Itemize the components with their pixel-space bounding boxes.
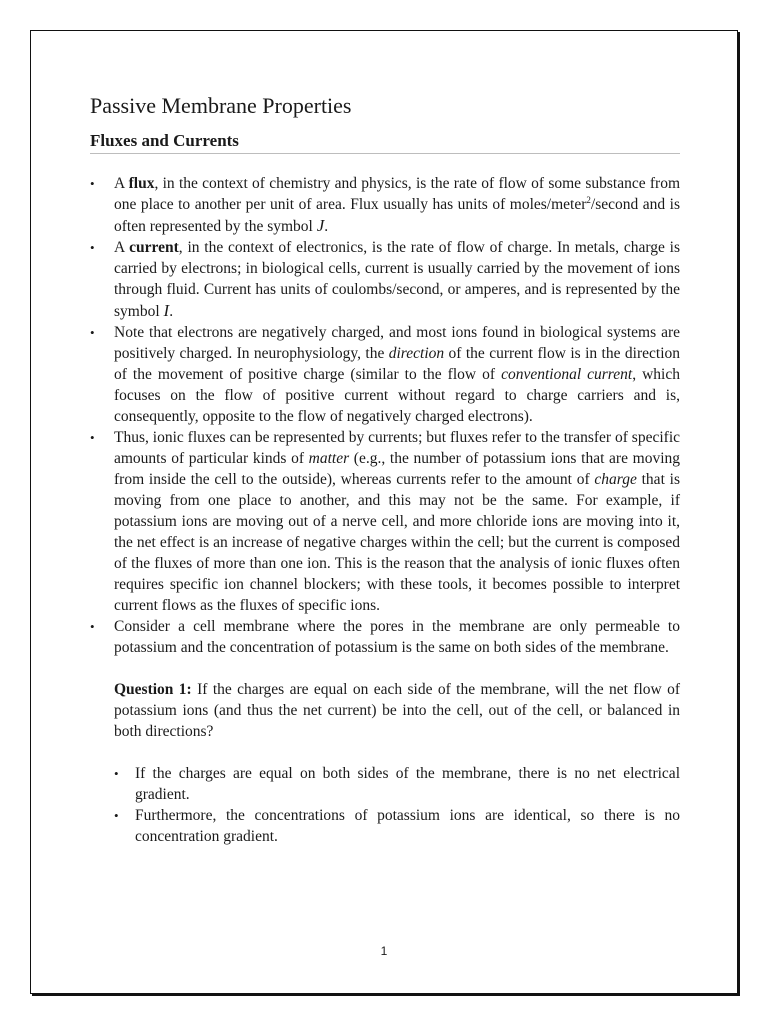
answer-item: • Furthermore, the concentrations of potassium ions are identical, so there is no concentration gradient.	[114, 805, 680, 847]
page-number: 1	[380, 944, 388, 958]
question-label: Question 1:	[114, 681, 192, 698]
bullet-ionic-fluxes: • Thus, ionic fluxes can be represented by currents; but fluxes refer to the transfer of specific amounts of particular kinds of matter (e.g., the number of potassium ions that are moving from inside the cell to the outside), whereas currents refer to the amount of charge that is moving from one place to another, and this may not be the same. For example, if potassium ions are moving out of a nerve cell, and more chloride ions are moving into it, the net effect is an increase of negative charges within the cell; but the current is composed of the fluxes of more than one ion. This is the reason that the analysis of ionic fluxes often requires specific ion channel blockers; with these tools, it becomes possible to interpret current flows as the fluxes of specific ions.	[90, 427, 680, 616]
answer-list	[90, 763, 680, 847]
document-body	[90, 92, 680, 847]
term-current: current	[129, 239, 179, 256]
section-heading: Fluxes and Currents	[90, 130, 680, 154]
term-flux: flux	[128, 175, 155, 192]
page-title: Passive Membrane Properties	[90, 93, 352, 118]
symbol-j: J	[316, 216, 325, 235]
bullet-direction: • Note that electrons are negatively charged, and most ions found in biological systems are positively charged. In neurophysiology, the direction of the current flow is in the direction of the movement of positive charge (similar to the flow of conventional current, which focuses on the flow of positive current without regard to charge carriers and is, consequently, opposite to the flow of negatively charged electrons).	[90, 322, 680, 427]
bullet-list	[90, 173, 680, 658]
symbol-i: I	[163, 301, 170, 320]
question-block	[90, 679, 680, 742]
bullet-current: • A current, in the context of electronics, is the rate of flow of charge. In metals, charge is carried by electrons; in biological cells, current is usually carried by the movement of ions through fluid. Current has units of coulombs/second, or amperes, and is represented by the symbol I.	[90, 237, 680, 322]
answer-item: • If the charges are equal on both sides of the membrane, there is no net electrical gradient.	[114, 763, 680, 805]
bullet-membrane: • Consider a cell membrane where the pores in the membrane are only permeable to potassium and the concentration of potassium is the same on both sides of the membrane.	[90, 616, 680, 658]
question-text: If the charges are equal on each side of the membrane, will the net flow of potassium ions (and thus the net current) be into the cell, out of the cell, or balanced in both directions?	[114, 681, 680, 740]
bullet-flux: • A flux, in the context of chemistry and physics, is the rate of flow of some substance from one place to another per unit of area. Flux usually has units of moles/meter$^2$/second and is often represented by the symbol J.	[90, 173, 680, 237]
